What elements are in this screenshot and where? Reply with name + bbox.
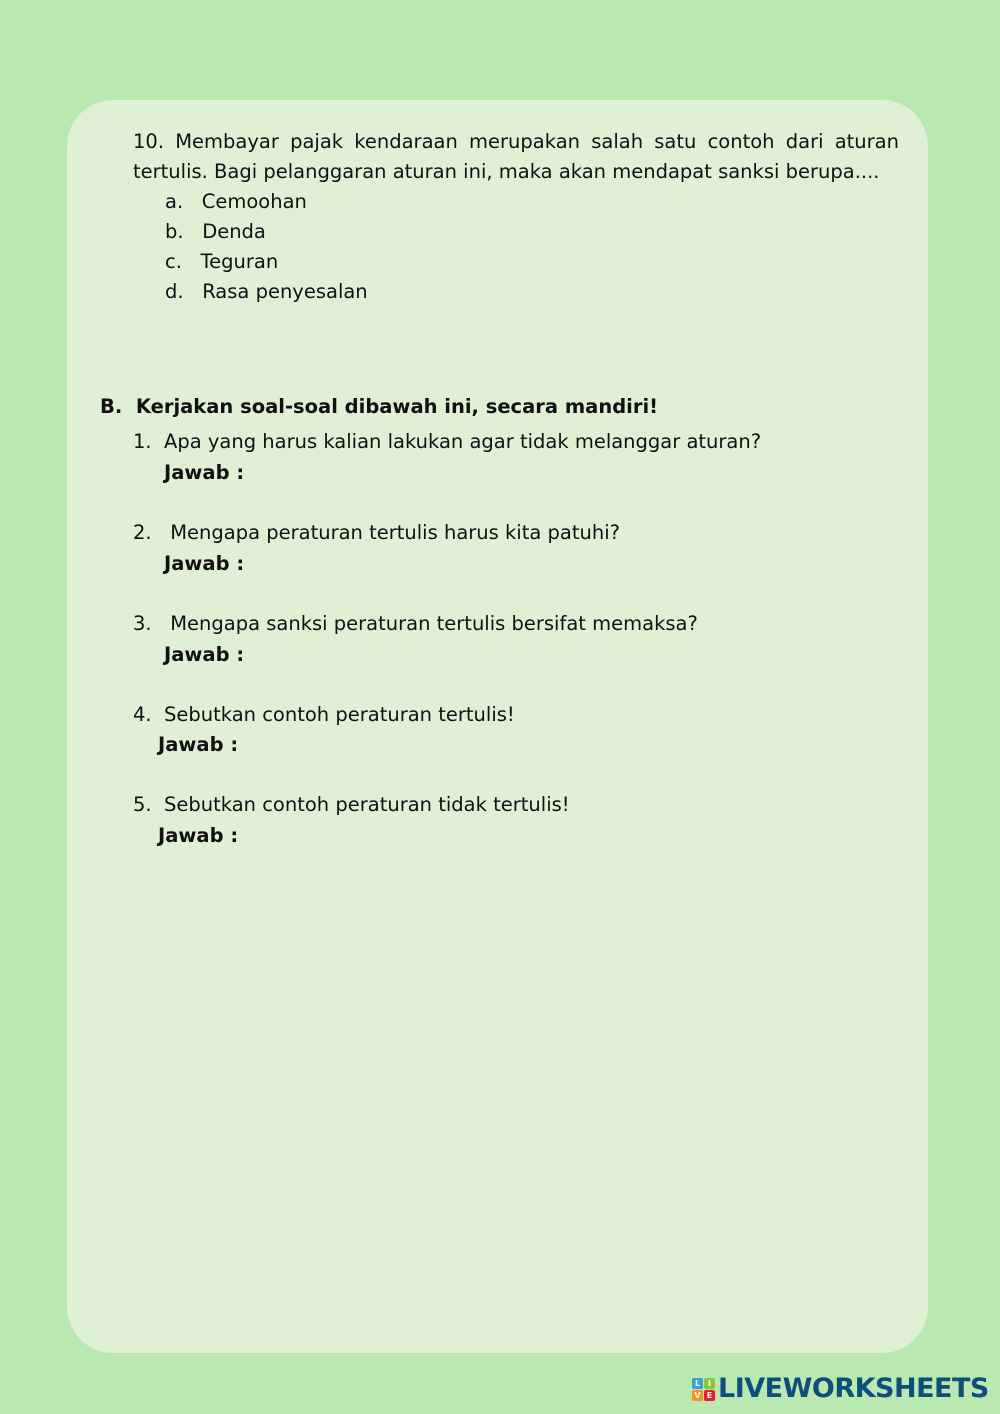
option-a <box>165 187 307 217</box>
logo-mark-letter: E <box>704 1390 715 1401</box>
section-b-heading: B. Kerjakan soal-soal dibawah ini, secara mandiri! <box>100 395 659 418</box>
logo-mark-letter: V <box>692 1390 703 1401</box>
option-letter: a. <box>165 190 184 213</box>
logo-mark-letter: I <box>704 1378 715 1389</box>
option-letter: c. <box>165 250 182 273</box>
liveworksheets-logo <box>692 1374 989 1404</box>
option-c <box>165 247 278 277</box>
option-letter: d. <box>165 280 184 303</box>
logo-brand-text: LIVEWORKSHEETS <box>718 1373 989 1404</box>
option-d <box>165 277 368 307</box>
answer-label-3: Jawab : <box>164 643 245 666</box>
logo-mark-letter: L <box>692 1378 703 1389</box>
question-3-text: 3. Mengapa sanksi peraturan tertulis bersifat memaksa? <box>133 612 698 635</box>
option-label: Rasa penyesalan <box>202 280 368 303</box>
question-4-text: 4. Sebutkan contoh peraturan tertulis! <box>133 703 515 726</box>
logo-mark-icon <box>692 1378 715 1401</box>
question-2-text: 2. Mengapa peraturan tertulis harus kita patuhi? <box>133 521 620 544</box>
question-5-text: 5. Sebutkan contoh peraturan tidak tertulis! <box>133 793 570 816</box>
question-1-text: 1. Apa yang harus kalian lakukan agar tidak melanggar aturan? <box>133 430 762 453</box>
answer-label-1: Jawab : <box>164 461 245 484</box>
option-label: Cemoohan <box>201 190 307 213</box>
answer-label-5: Jawab : <box>158 824 239 847</box>
answer-label-4: Jawab : <box>158 733 239 756</box>
option-label: Denda <box>202 220 266 243</box>
question-10-text: 10. Membayar pajak kendaraan merupakan salah satu contoh dari aturan tertulis. Bagi pelanggaran aturan ini, maka akan mendapat sanksi berupa.... <box>133 130 899 183</box>
answer-label-2: Jawab : <box>164 552 245 575</box>
option-letter: b. <box>165 220 184 243</box>
option-b <box>165 217 266 247</box>
option-label: Teguran <box>200 250 279 273</box>
